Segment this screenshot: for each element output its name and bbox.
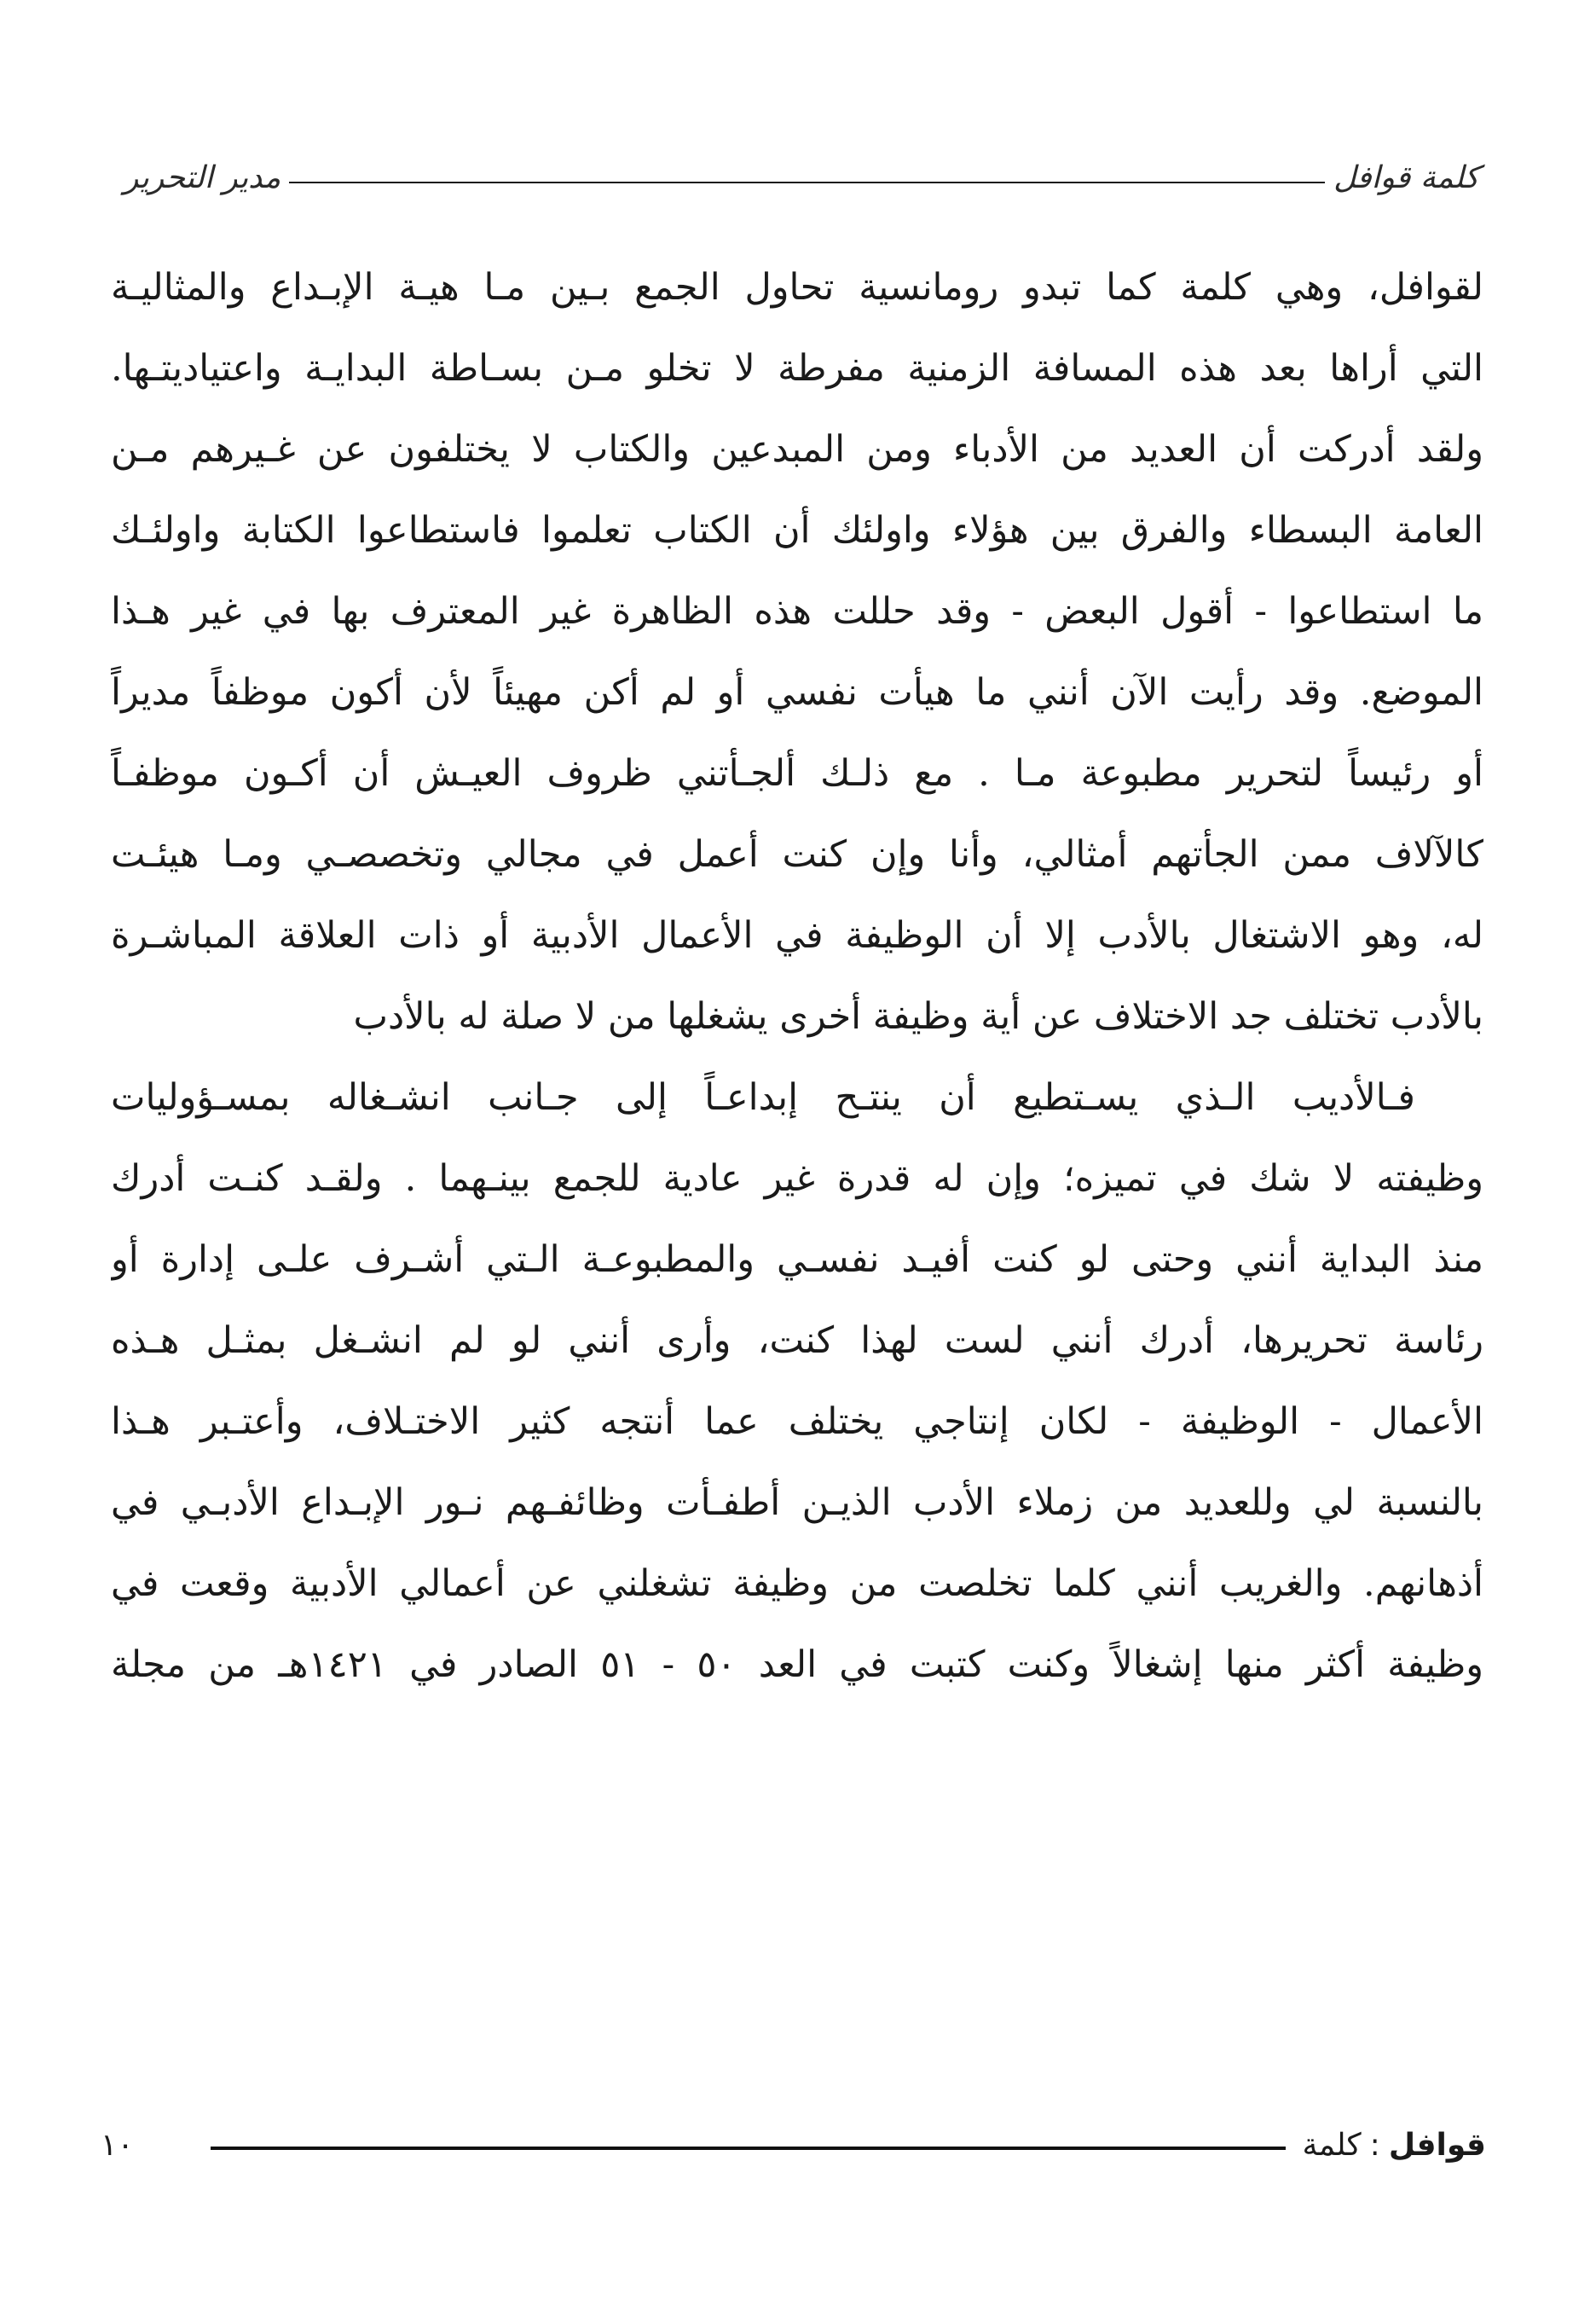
text-line: أو رئيساً لتحرير مطبوعة مـا . مع ذلـك ألجـأتني ظروف العيـش أن أكـون موظفـاً (111, 752, 1483, 795)
header-rule (289, 182, 1325, 183)
text-line: بالأدب تختلف جد الاختلاف عن أية وظيفة أخرى يشغلها من لا صلة له بالأدب (353, 995, 1483, 1038)
page-number: ١٠ (101, 2127, 134, 2163)
text-line: التي أراها بعد هذه المسافة الزمنية مفرطة لا تخلو مـن بسـاطة البدايـة واعتياديتـها. (111, 347, 1483, 390)
article-body (111, 247, 1483, 1706)
header-title: كلمة قوافل (1333, 159, 1479, 195)
text-line: العامة البسطاء والفرق بين هؤلاء واولئك أن الكتاب تعلموا فاستطاعوا الكتابة واولئـك (111, 509, 1483, 552)
text-line: أذهانهم. والغريب أنني كلما تخلصت من وظيفة تشغلني عن أعمالي الأدبية وقعت في (111, 1562, 1483, 1605)
footer-rule (211, 2147, 1286, 2150)
text-line: الموضع. وقد رأيت الآن أنني ما هيأت نفسي أو لم أكن مهيئاً لأن أكون موظفاً مديراً (111, 671, 1483, 714)
footer-magazine-name: قوافل (1388, 2127, 1486, 2163)
text-line: الأعمال - الوظيفة - لكان إنتاجي يختلف عما أنتجه كثير الاختـلاف، وأعتـبر هـذا (111, 1400, 1483, 1443)
text-line: وظيفة أكثر منها إشغالاً وكنت كتبت في العد ٥٠ - ٥١ الصادر في ١٤٢١هـ من مجلة (111, 1643, 1483, 1686)
text-line: منذ البداية أنني وحتى لو كنت أفيـد نفسـي والمطبوعـة الـتي أشـرف علـى إدارة أو (111, 1238, 1483, 1281)
text-line: له، وهو الاشتغال بالأدب إلا أن الوظيفة في الأعمال الأدبية أو ذات العلاقة المباشـرة (111, 914, 1483, 957)
page-footer (101, 2115, 1486, 2175)
header-author: مدير التحرير (124, 159, 281, 195)
text-line: كالآلاف ممن الجأتهم أمثالي، وأنا وإن كنت أعمل في مجالي وتخصصـي ومـا هيئـت (111, 833, 1483, 876)
footer-section: كلمة (1302, 2127, 1362, 2163)
text-line: رئاسة تحريرها، أدرك أنني لست لهذا كنت، وأرى أنني لو لم انشـغل بمثـل هـذه (111, 1319, 1483, 1362)
text-line: لقوافل، وهي كلمة كما تبدو رومانسية تحاول الجمع بـين مـا هيـة الإبـداع والمثاليـة (111, 266, 1483, 309)
text-line: بالنسبة لي وللعديد من زملاء الأدب الذيـن أطفـأت وظائفـهم نـور الإبـداع الأدبـي في (111, 1481, 1483, 1524)
text-line: ما استطاعوا - أقول البعض - وقد حللت هذه الظاهرة غير المعترف بها في غير هـذا (111, 590, 1483, 633)
text-line: وظيفته لا شك في تميزه؛ وإن له قدرة غير عادية للجمع بينـهما . ولقـد كنـت أدرك (111, 1157, 1483, 1200)
text-line: فـالأديب الـذي يسـتطيع أن ينتـح إبداعـاً إلى جـانب انشـغاله بمسـؤوليات (111, 1076, 1415, 1119)
text-line: ولقد أدركت أن العديد من الأدباء ومن المبدعين والكتاب لا يختلفون عن غـيرهم مـن (111, 428, 1483, 471)
footer-separator: : (1369, 2127, 1380, 2163)
running-header (124, 152, 1479, 203)
